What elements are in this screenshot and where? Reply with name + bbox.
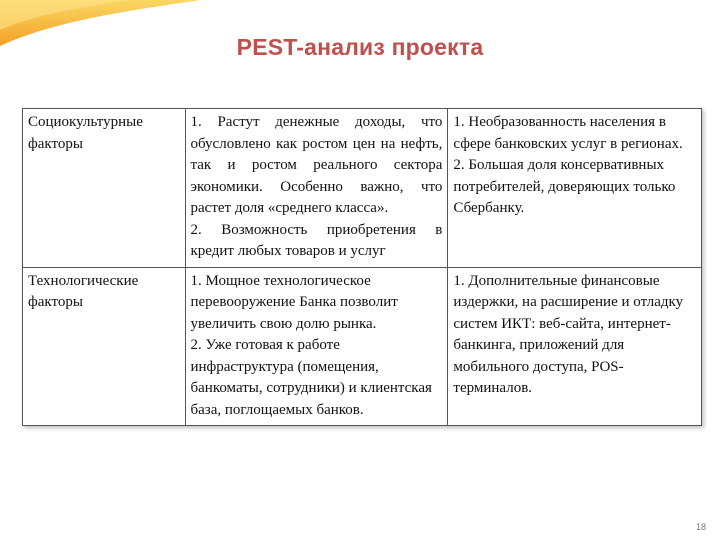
threats-cell <box>448 267 702 426</box>
factor-cell <box>23 109 186 268</box>
threat-item: 1. Необразованность населения в сфере банковских услуг в регионах. <box>453 114 683 152</box>
page-title: PEST-анализ проекта <box>236 34 484 60</box>
opportunity-item: 1. Растут денежные доходы, что обусловлено как ростом цен на нефть, так и ростом реального сектора экономики. Особенно важно, что растет доля «среднего класса». <box>190 114 443 216</box>
pest-table <box>22 108 702 426</box>
threat-item: 1. Дополнительные финансовые издержки, на расширение и отладку систем ИКТ: веб-сайта, интернет-банкинга, приложений для мобильного доступа, POS-терминалов. <box>453 272 684 396</box>
threats-cell <box>448 109 702 268</box>
opportunities-cell <box>185 267 448 426</box>
table-row <box>23 267 702 426</box>
opportunity-item: 1. Мощное технологическое перевооружение Банка позволит увеличить свою долю рынка. <box>190 272 398 332</box>
opportunity-item: 2. Возможность приобретения в кредит любых товаров и услуг <box>190 221 443 259</box>
opportunities-cell <box>185 109 448 268</box>
threat-item: 2. Большая доля консервативных потребителей, доверяющих только Сбербанку. <box>453 157 676 216</box>
opportunity-item: 2. Уже готовая к работе инфраструктура (помещения, банкоматы, сотрудники) и клиентская база, поглощаемых банков. <box>190 337 432 418</box>
factor-cell <box>23 267 186 426</box>
factor-label: Социокультурные факторы <box>28 114 143 152</box>
factor-label: Технологические факторы <box>28 272 139 310</box>
table-row <box>23 109 702 268</box>
page-number: 18 <box>695 522 706 532</box>
